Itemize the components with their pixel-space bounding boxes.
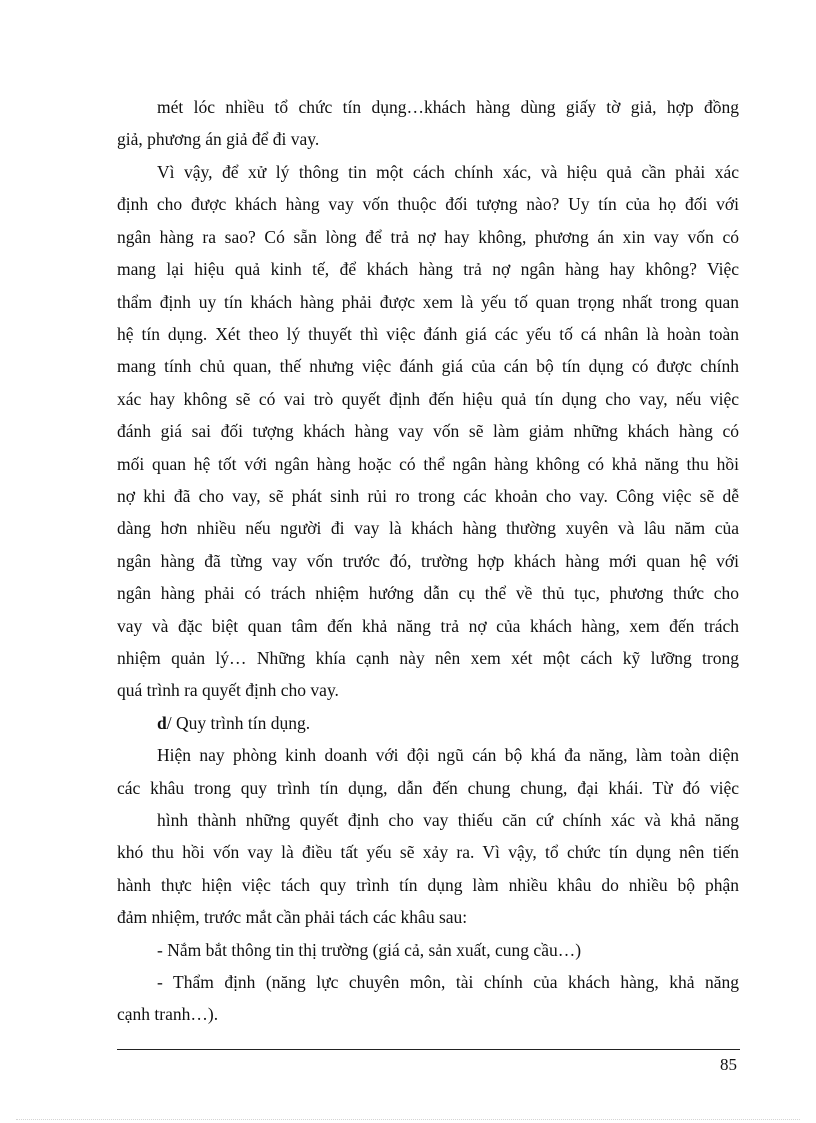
text-line: hình thành những quyết định cho vay thiếu căn cứ chính xác và khả năng [157, 810, 739, 830]
text-line: khó thu hồi vốn vay là điều tất yếu sẽ xảy ra. Vì vậy, tổ chức tín dụng nên tiến [117, 842, 739, 862]
heading-text: / Quy trình tín dụng. [166, 713, 311, 733]
heading-marker: d [157, 713, 167, 733]
text-line: vay và đặc biệt quan tâm đến khả năng trả nợ của khách hàng, xem đến trách [117, 616, 739, 636]
text-line: quá trình ra quyết định cho vay. [117, 680, 339, 700]
text-line: hệ tín dụng. Xét theo lý thuyết thì việc đánh giá các yếu tố cá nhân là hoàn toàn [117, 324, 739, 344]
text-line: đánh giá sai đối tượng khách hàng vay vốn sẽ làm giảm những khách hàng có [117, 421, 739, 441]
text-line: mét lóc nhiều tổ chức tín dụng…khách hàng dùng giấy tờ giả, hợp đồng [157, 97, 739, 117]
text-line: Hiện nay phòng kinh doanh với đội ngũ cán bộ khá đa năng, làm toàn diện [157, 745, 739, 765]
text-line: dàng hơn nhiều nếu người đi vay là khách hàng thường xuyên và lâu năm của [117, 518, 739, 538]
text-line: nhiệm quản lý… Những khía cạnh này nên xem xét một cách kỹ lưỡng trong [117, 648, 739, 668]
text-line: ngân hàng đã từng vay vốn trước đó, trường hợp khách hàng mới quan hệ với [117, 551, 739, 571]
text-line: thẩm định uy tín khách hàng phải được xem là yếu tố quan trọng nhất trong quan [117, 292, 739, 312]
text-line: Vì vậy, để xử lý thông tin một cách chính xác, và hiệu quả cần phải xác [157, 162, 739, 182]
bullet-line: - Nắm bắt thông tin thị trường (giá cả, sản xuất, cung cầu…) [157, 940, 582, 960]
text-line: ngân hàng ra sao? Có sẵn lòng để trả nợ hay không, phương án xin vay vốn có [117, 227, 739, 247]
page-number: 85 [720, 1055, 737, 1074]
text-line: mang lại hiệu quả kinh tế, để khách hàng trả nợ ngân hàng hay không? Việc [117, 259, 739, 279]
bullet-line: - Thẩm định (năng lực chuyên môn, tài chính của khách hàng, khả năng [157, 972, 739, 992]
section-heading [157, 712, 739, 734]
text-line: ngân hàng phải có trách nhiệm hướng dẫn cụ thể về thủ tục, phương thức cho [117, 583, 739, 603]
text-line: cạnh tranh…). [117, 1004, 219, 1024]
text-line: nợ khi đã cho vay, sẽ phát sinh rủi ro trong các khoản cho vay. Công việc sẽ dễ [117, 486, 739, 506]
text-line: xác hay không sẽ có vai trò quyết định đến hiệu quả tín dụng cho vay, nếu việc [117, 389, 739, 409]
text-line: mối quan hệ tốt với ngân hàng hoặc có thể ngân hàng không có khả năng thu hồi [117, 454, 739, 474]
text-line: mang tính chủ quan, thế nhưng việc đánh giá của cán bộ tín dụng có được chính [117, 356, 739, 376]
text-line: giả, phương án giả để đi vay. [117, 129, 320, 149]
page-edge-dots [16, 1119, 800, 1120]
footer-rule [117, 1049, 740, 1050]
text-line: hành thực hiện việc tách quy trình tín dụng làm nhiều khâu do nhiều bộ phận [117, 875, 739, 895]
text-line: đảm nhiệm, trước mắt cần phải tách các khâu sau: [117, 907, 468, 927]
text-line: định cho được khách hàng vay vốn thuộc đối tượng nào? Uy tín của họ đối với [117, 194, 739, 214]
text-line: các khâu trong quy trình tín dụng, dẫn đến chung chung, đại khái. Từ đó việc [117, 778, 739, 798]
